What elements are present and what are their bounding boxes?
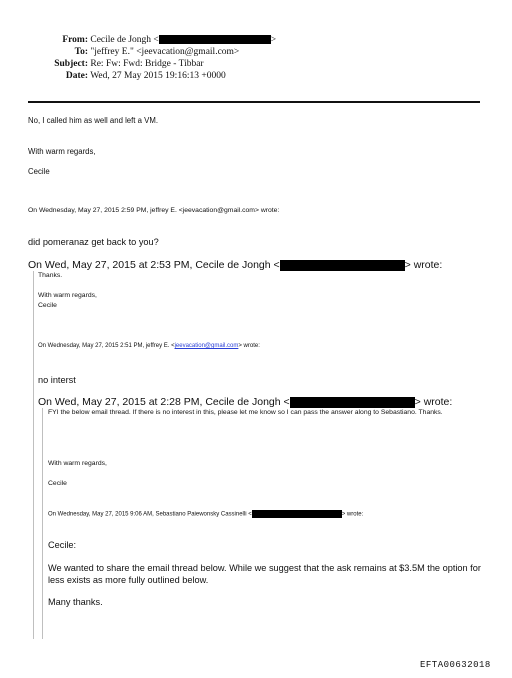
- quote4-attrib-after: > wrote:: [414, 396, 453, 408]
- date-label: Date:: [65, 71, 88, 81]
- header-subject: [40, 58, 204, 70]
- quote3-email-link[interactable]: jeevacation@gmail.com: [174, 343, 239, 349]
- quote2-attrib-before: On Wed, May 27, 2015 at 2:53 PM, Cecile de Jongh <: [28, 259, 280, 271]
- quote2-attribution: [28, 259, 442, 271]
- header-to: [40, 46, 239, 58]
- quote5-close: Many thanks.: [48, 597, 103, 607]
- quote4-name: Cecile: [48, 480, 67, 487]
- quote-bar-level1: [33, 271, 34, 639]
- quote5-attrib-before: On Wednesday, May 27, 2015 9:06 AM, Sebastiano Paiewonsky Cassinelli <: [48, 511, 252, 518]
- to-value: "jeffrey E." <jeevacation@gmail.com>: [90, 47, 240, 57]
- quote3-attrib-before: On Wednesday, May 27, 2015 2:51 PM, jeffrey E. <: [38, 343, 175, 349]
- from-after: >: [270, 35, 277, 45]
- quote2-regards: With warm regards,: [38, 292, 97, 299]
- quote1-attribution: On Wednesday, May 27, 2015 2:59 PM, jeffrey E. <jeevacation@gmail.com> wrote:: [28, 207, 280, 214]
- quote2-thanks: Thanks.: [38, 272, 63, 279]
- signoff-regards: With warm regards,: [28, 147, 96, 156]
- quote4-fyi: FYI the below email thread. If there is no interest in this, please let me know so I can pass the answer along to Sebastiano. Thanks.: [48, 409, 443, 416]
- redaction-bar: [280, 260, 405, 271]
- quote4-attribution: [38, 396, 452, 408]
- to-label: To:: [74, 47, 88, 57]
- redaction-bar: [252, 510, 342, 518]
- quote1-text: did pomeranaz get back to you?: [28, 237, 159, 247]
- reply-line: No, I called him as well and left a VM.: [28, 116, 159, 125]
- quote3-attrib-after: > wrote:: [238, 343, 260, 349]
- header-date: [40, 70, 226, 82]
- quote3-text: no interst: [38, 375, 76, 385]
- subject-value: Re: Fw: Fwd: Bridge - Tibbar: [90, 59, 204, 69]
- quote3-attribution: [38, 343, 260, 349]
- subject-label: Subject:: [54, 59, 88, 69]
- date-value: Wed, 27 May 2015 19:16:13 +0000: [90, 71, 226, 81]
- quote5-attribution: [48, 510, 363, 518]
- quote5-attrib-after: > wrote:: [341, 511, 364, 518]
- quote5-greeting: Cecile:: [48, 540, 77, 550]
- signoff-name: Cecile: [28, 167, 50, 176]
- header-divider: [28, 101, 480, 103]
- header-from: [40, 34, 276, 46]
- quote4-attrib-before: On Wed, May 27, 2015 at 2:28 PM, Cecile de Jongh <: [38, 396, 290, 408]
- redaction-bar: [159, 35, 271, 44]
- quote4-regards: With warm regards,: [48, 460, 107, 467]
- quote2-name: Cecile: [38, 302, 57, 309]
- document-id: EFTA00632018: [420, 660, 491, 670]
- quote2-attrib-after: > wrote:: [404, 259, 443, 271]
- quote5-paragraph: We wanted to share the email thread below. While we suggest that the ask remains at $3.5M the option for less exists as more fully outlined below.: [48, 563, 481, 585]
- from-value: Cecile de Jongh <: [90, 35, 159, 45]
- from-label: From:: [62, 35, 88, 45]
- redaction-bar: [290, 397, 415, 408]
- quote-bar-level2: [42, 408, 43, 639]
